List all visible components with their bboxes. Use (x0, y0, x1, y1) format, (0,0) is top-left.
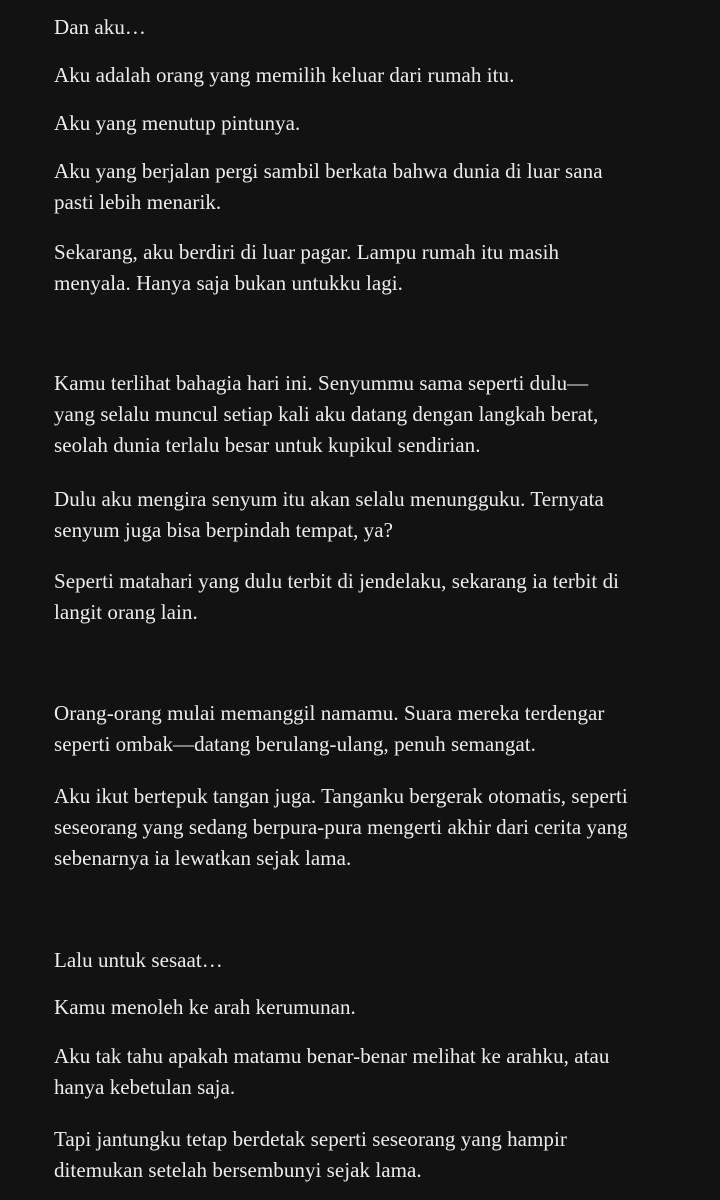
paragraph: Aku yang berjalan pergi sambil berkata bahwa dunia di luar sana pasti lebih menarik. (54, 159, 603, 214)
paragraph: Kamu terlihat bahagia hari ini. Senyummu sama seperti dulu— yang selalu muncul setiap kali aku datang dengan langkah berat, seolah dunia terlalu besar untuk kupikul sendirian. (54, 371, 599, 457)
paragraph: Kamu menoleh ke arah kerumunan. (54, 995, 356, 1019)
paragraph: Lalu untuk sesaat… (54, 948, 223, 972)
paragraph: Seperti matahari yang dulu terbit di jendelaku, sekarang ia terbit di langit orang lain. (54, 569, 620, 624)
paragraph: Aku ikut bertepuk tangan juga. Tanganku bergerak otomatis, seperti seseorang yang sedang berpura-pura mengerti akhir dari cerita yang sebenarnya ia lewatkan sejak lama. (54, 784, 628, 870)
paragraph: Dulu aku mengira senyum itu akan selalu menungguku. Ternyata senyum juga bisa berpindah tempat, ya? (54, 487, 604, 542)
paragraph: Dan aku… (54, 15, 146, 39)
paragraph: Orang-orang mulai memanggil namamu. Suara mereka terdengar seperti ombak—datang berulang-ulang, penuh semangat. (54, 701, 605, 756)
paragraph: Aku tak tahu apakah matamu benar-benar melihat ke arahku, atau hanya kebetulan saja. (54, 1044, 610, 1099)
paragraph: Sekarang, aku berdiri di luar pagar. Lampu rumah itu masih menyala. Hanya saja bukan untukku lagi. (54, 240, 560, 295)
paragraph: Aku yang menutup pintunya. (54, 111, 301, 135)
paragraph: Tapi jantungku tetap berdetak seperti seseorang yang hampir ditemukan setelah bersembunyi sejak lama. (54, 1127, 567, 1182)
paragraph: Aku adalah orang yang memilih keluar dari rumah itu. (54, 63, 515, 87)
